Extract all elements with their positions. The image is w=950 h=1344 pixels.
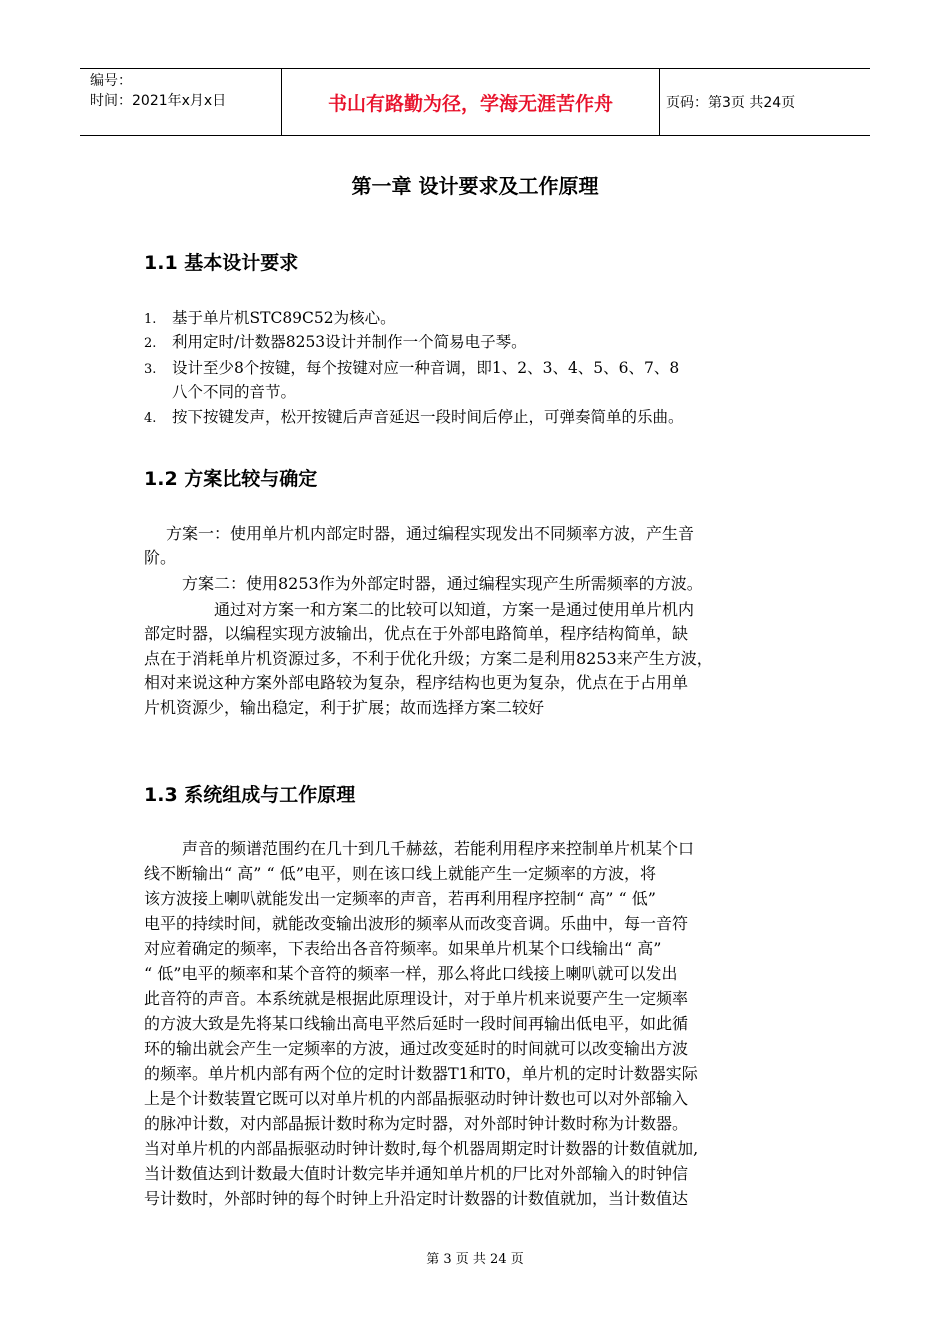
paragraph-line: 的频率。单片机内部有两个位的定时计数器T1和T0，单片机的定时计数器实际 [144,1064,698,1083]
paragraph-line: 阶。 [144,548,177,567]
header-number: 编号： [90,73,132,89]
paragraph-line: 上是个计数装置它既可以对单片机的内部晶振驱动时钟计数也可以对外部输入 [144,1089,689,1108]
paragraph-line: 通过对方案一和方案二的比较可以知道，方案一是通过使用单片机内 [214,600,695,619]
section-heading-1-3: 1.3 系统组成与工作原理 [144,784,356,806]
paragraph-line: “ 低”电平的频率和某个音符的频率一样，那么将此口线接上喇叭就可以发出 [144,964,678,983]
header-motto: 书山有路勤为径，学海无涯苦作舟 [282,69,660,135]
list-number: 2. [144,336,157,351]
paragraph-line: 当计数值达到计数最大值时计数完毕并通知单片机的尸比对外部输入的时钟信 [144,1164,689,1183]
list-text: 设计至少8个按键，每个按键对应一种音调，即1、2、3、4、5、6、7、8 [172,359,680,377]
paragraph-line: 当对单片机的内部晶振驱动时钟计数时,每个机器周期定时计数器的计数值就加, [144,1139,699,1158]
list-item-continuation [144,380,297,404]
paragraph-line: 电平的持续时间，就能改变输出波形的频率从而改变音调。乐曲中，每一音符 [144,914,689,933]
paragraph-line: 号计数时，外部时钟的每个时钟上升沿定时计数器的计数值就加，当计数值达 [144,1189,689,1208]
paragraph-line: 此音符的声音。本系统就是根据此原理设计，对于单片机来说要产生一定频率 [144,989,689,1008]
header-page-number: 页码：第3页 共24页 [666,95,796,111]
list-text: 基于单片机STC89C52为核心。 [172,309,396,327]
paragraph-line: 相对来说这种方案外部电路较为复杂，程序结构也更为复杂，优点在于占用单 [144,673,689,692]
paragraph-line: 点在于消耗单片机资源过多，不利于优化升级；方案二是利用8253来产生方波， [144,649,713,668]
section-heading-1-2: 1.2 方案比较与确定 [144,468,318,490]
chapter-title: 第一章 设计要求及工作原理 [351,174,599,198]
header-date: 时间：2021年x月x日 [90,93,227,109]
paragraph-line: 对应着确定的频率，下表给出各音符频率。如果单片机某个口线输出“ 高” [144,939,662,958]
list-text: 按下按键发声，松开按键后声音延迟一段时间后停止，可弹奏简单的乐曲。 [172,408,684,426]
list-number: 3. [144,362,157,377]
header-meta-cell [80,69,282,135]
page-header [80,68,870,136]
paragraph-line: 的脉冲计数，对内部晶振计数时称为定时器，对外部时钟计数时称为计数器。 [144,1114,689,1133]
footer-page-number: 第 3 页 共 24 页 [426,1252,524,1267]
paragraph-line: 该方波接上喇叭就能发出一定频率的声音，若再利用程序控制“ 高” “ 低” [144,889,656,908]
list-text: 八个不同的音节。 [172,383,297,401]
list-item [144,330,527,356]
list-number: 1. [144,312,157,327]
list-item [144,405,684,431]
paragraph-line: 的方波大致是先将某口线输出高电平然后延时一段时间再输出低电平，如此循 [144,1014,689,1033]
paragraph-line: 方案二：使用8253作为外部定时器，通过编程实现产生所需频率的方波。 [182,574,703,593]
list-item [144,356,680,382]
list-number: 4. [144,411,157,426]
paragraph-line: 线不断输出“ 高” “ 低”电平，则在该口线上就能产生一定频率的方波，将 [144,864,656,883]
list-item [144,306,396,332]
list-text: 利用定时/计数器8253设计并制作一个简易电子琴。 [172,333,527,351]
paragraph-line: 方案一：使用单片机内部定时器，通过编程实现发出不同频率方波，产生音 [166,524,695,543]
paragraph-line: 环的输出就会产生一定频率的方波，通过改变延时的时间就可以改变输出方波 [144,1039,689,1058]
section-heading-1-1: 1.1 基本设计要求 [144,252,299,274]
paragraph-line: 部定时器，以编程实现方波输出，优点在于外部电路简单，程序结构简单，缺 [144,624,689,643]
paragraph-line: 声音的频谱范围约在几十到几千赫兹，若能利用程序来控制单片机某个口 [182,839,695,858]
paragraph-line: 片机资源少，输出稳定，利于扩展；故而选择方案二较好 [144,698,545,717]
